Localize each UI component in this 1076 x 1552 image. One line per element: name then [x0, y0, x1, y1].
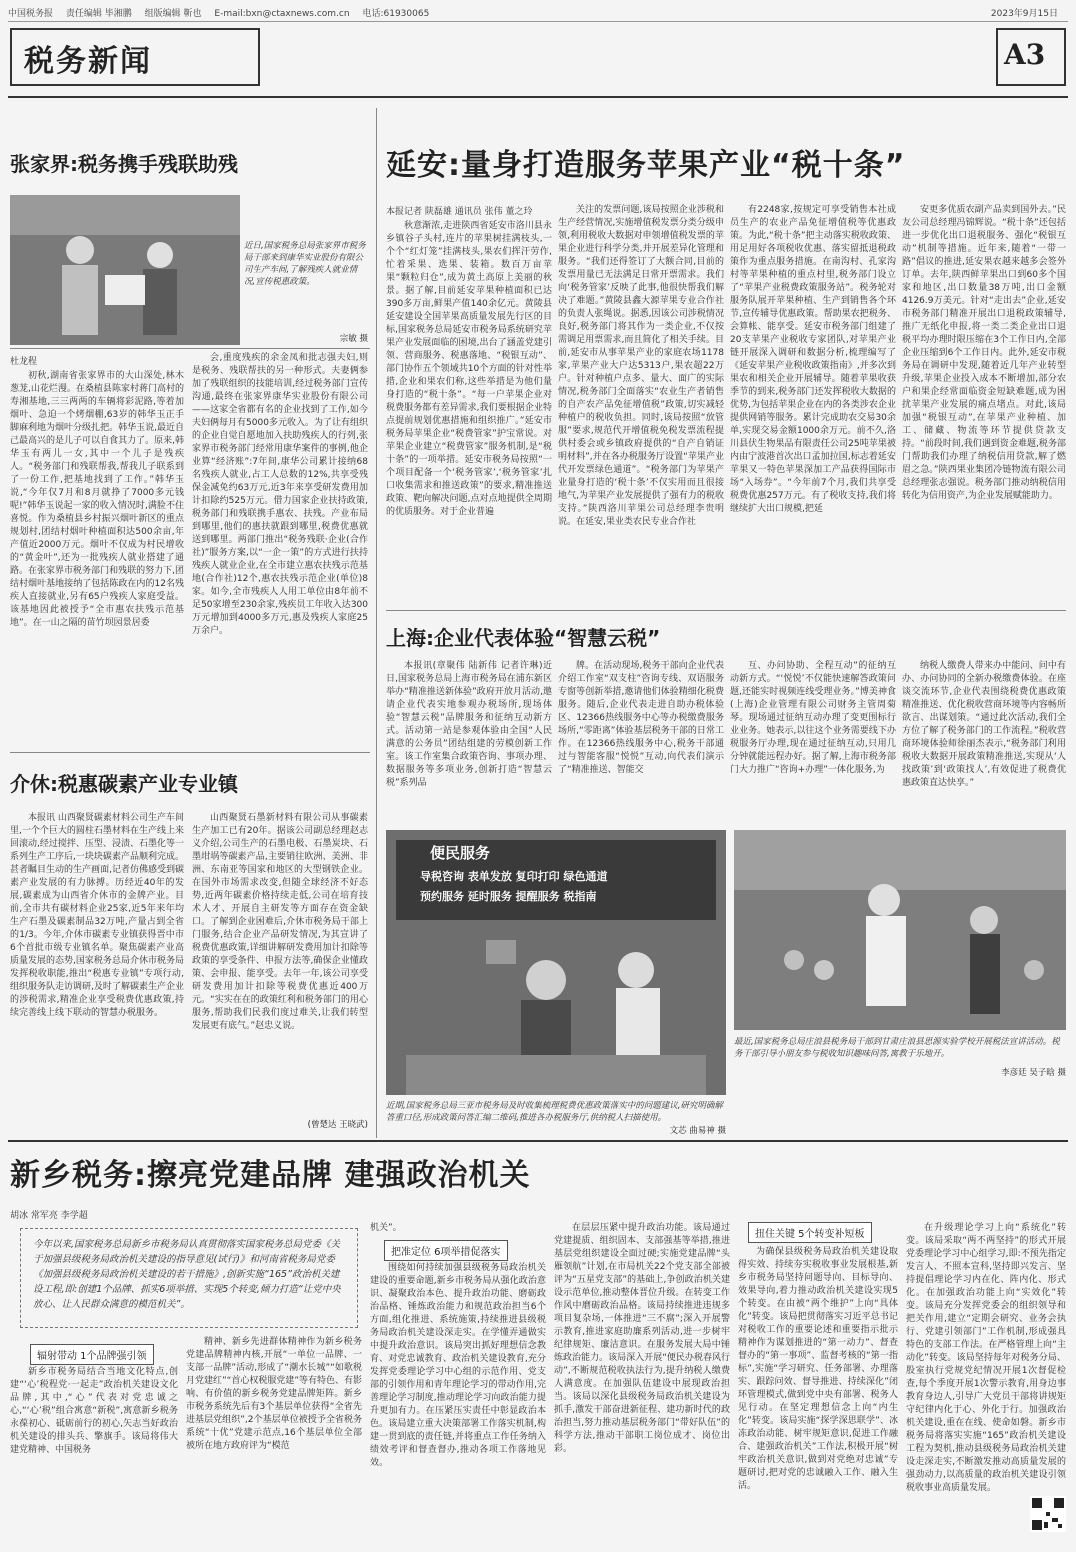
yanan-body-text: 关注的发票问题,该局按照企业涉税和生产经营情况,实施增值税发票分类分级申领,利用税收大数据对申领增值税发票的苹果企业进行科学分类,并开展差异化管理和服务。“我们还得签订了大额合同,目前的发票用量已无法满足日常开票需求。我们向‘税务管家’反映了此事,他很快帮我们解决了难题。”黄陵县鑫大源苹果专业合作社的负责人张绳说。据悉,因该公司涉税情况良好,税务部门将其作为一类企业,不仅按需调足用票需求,而且简化了相关手续。目前,延安市从事苹果产业的家庭农场1178家,苹果产业大户达5313户,果农超22万户。针对种植户点多、量大、面广的实际情况,税务部门全面落实“农业生产者销售的自产农产品免征增值税”政策,切实减轻种植户的税收负担。同时,该局按照“放管服”要求,规范代开增值税免税发票流程提供村委会或乡镇政府提供的“自产自销证明材料”,并在各办税服务厅设置“苹果产业代开发票绿色通道”。“税务部门为苹果产业量身打造的‘税十条’不仅实用而且很接地气,为苹果产业发展提供了强有力的税收支持。”陕西洛川苹果公司总经理李贵明说。在延安,果业类农民专业合作社 — [558, 205, 724, 527]
shanghai-body-col2 — [558, 660, 724, 820]
xinxiang-subhead-3: 扭住关键 5个转变补短板 — [748, 1222, 872, 1243]
phone-number: 电话:61930065 — [362, 9, 430, 19]
sign-title: 便民服务 — [430, 844, 491, 862]
yanan-headline: 延安:量身打造服务苹果产业“税十条” — [386, 148, 906, 183]
yanan-body-col1 — [386, 220, 552, 604]
jiexiu-headline: 介休:税惠碳素产业专业镇 — [10, 772, 238, 796]
page-number: A3 — [1004, 38, 1046, 71]
zhang-photo-caption: 近日,国家税务总局张家界市税务局干部来到康华实业股份有限公司生产车间,了解残疾人就业情况,宣传税惠政策。 — [244, 241, 366, 287]
service-hall-caption: 近期,国家税务总局三亚市税务局及时收集梳理税费优惠政策落实中的问题建议,研究明确解答重口径,形成政策问答汇编二维码,推进各办税服务厅,供纳税人扫描使用。 — [386, 1101, 723, 1123]
jiexiu-body-text: 山西聚贤石墨新材料有限公司从事碳素生产加工已有20年。据该公司副总经理赵志义介绍,公司生产的石墨电极、石墨炭块、石墨坩埚等碳素产品,主要销往欧洲、美洲、非洲、东南亚等国家和地区的大型钢铁企业。在国外市场需求改变,但随全球经济不好态势,近两年碳素价格持续走低,公司在培育技术人才、开展自主研发等方面存在资金缺口。了解到企业困难后,介休市税务局干部上门服务,结合企业产品研发情况,为其宣讲了税费优惠政策,详细讲解研发费用加计扣除等政策的享受条件、申报方法等,确保企业懂政策、会申报、能享受。去年一年,该公司享受研发费用加计扣除等税费优惠近400万元。“实实在在的政策红利和税务部门的用心服务,帮助我们民我们度过难关,让我们转型发展更有底气。”赵忠义说。 — [192, 813, 368, 1031]
shanghai-body-text: 本报讯(章聚伟 陆新伟 记者许琳)近日,国家税务总局上海市税务局在浦东新区举办“精准推送新体验”政府开放月活动,邀请企业代表实地参观办税场所,现场体验“智慧云税”品牌服务和征纳互动新方式。活动第一站是参观体验由全国“人民满意的公务员”团结组建的劳模创新工作室。该工作室集合政策咨询、事项办理、数据服务等多项业务,创新打造“智慧云税”系列品 — [386, 661, 552, 788]
sign-line-2: 预约服务 延时服务 提醒服务 税指南 — [420, 890, 597, 903]
classroom-photo — [734, 830, 1066, 1030]
jiexiu-body-col1 — [10, 812, 184, 1132]
sign-line-1: 导税咨询 表单发放 复印打印 绿色通道 — [420, 870, 608, 883]
paper-name: 中国税务报 — [8, 9, 54, 19]
shanghai-body-col3 — [730, 660, 896, 820]
section-title: 税务新闻 — [24, 44, 152, 79]
jiexiu-credit: (曾楚达 王晓武) — [307, 1120, 368, 1130]
qr-code-icon — [1030, 1496, 1066, 1532]
xinxiang-body-col2 — [186, 1336, 362, 1516]
xinxiang-body-text: 在升级理论学习上向“系统化”转变。该局采取“两不两坚持”的形式开展党委理论学习中心组学习,即:不预先指定发言人、不照本宣科,坚持即兴发言、坚持提倡理论学习内在化、阵内化、形式化。在加强政治功能上向“实效化”转变。该局充分发挥党委会的组织领导和把关作用,建立“定期会研究、业务会执行、党建引领部门”工作机制,形成强具特色的支部工作法。在严格管理上向“主动化”转变。该局坚持每年对税务分局、股室执行党规党纪情况开展1次督促检查,每个季度开展1次警示教育,用身边事教育身边人,引导广大党员干部将讲规矩守纪律内化于心、外化于行。加强政治机关建设,重在在线、使命如磐。新乡市税务局将落实实施“165”政治机关建设工程为契机,推动县级税务局政治机关建设走深走实,不断激发推动高质量发展的强劲动力,以高质量的政治机关建设引领税收事业高质量发展。 — [906, 1223, 1066, 1493]
zhang-headline: 张家界:税务携手残联助残 — [10, 152, 238, 176]
xinxiang-body-text: 机关”。 — [370, 1223, 402, 1233]
zhang-photo — [10, 195, 240, 345]
zhang-byline: 杜龙程 — [10, 357, 38, 367]
zhang-body-text: 会,重度残疾的余金凤和批志强夫妇,则是税务、残联帮扶的另一种形式。夫妻俩参加了残联组织的技能培训,经过税务部门宣传沟通,最终在张家界康华实业股份有限公司——这家全省都有名的企业找到了工作,如今夫妇俩每月有5000多元收入。为了让有组织的企业自觉自愿地加入扶助残疾人的行列,张家界市税务部门经常用康华案件的事例,他企业算“经济账”:7年间,康华公司累计接纳68名残疾人就业,占工人总数的12%,共享受残保金减免约63万元,近3年来享受研发费用加计扣除约525万元。借力国家企业扶持政策,税务部门和残联携手惠农、扶残。产业布局到哪里,他们的惠扶就跟到哪里,税费优惠就送到哪里。两部门推出“税务残联·企业(合作社)”服务方案,以“一企一策”的方式进行扶持残疾人就业企业,在全市建立惠农扶残示范基地(合作社)12个,惠农扶残示范企业(单位)8家。如今,全市残疾人人用工单位由8年前不足50家增至230余家,残疾员工年收入达300万元增加到4000多万元,惠及残疾人家庭25万余户。 — [192, 353, 368, 636]
xinxiang-byline: 胡冰 常军亮 李学超 — [10, 1211, 88, 1221]
qr-code-graphic — [1030, 1496, 1066, 1532]
zhang-photo-graphic — [10, 195, 240, 345]
yanan-body-col3 — [730, 204, 896, 604]
xinxiang-body-text: 在层层压紧中提升政治功能。该局通过党建提质、组织固本、支部强基等举措,推进基层党组织建设全面过硬;实施党建品牌“头雁领航”计划,在市局机关22个党支部全部被评为“五星党支部”的基础上,争创政治机关建设示范单位,推动整体晋位升级。在转变工作作风中磨砺政治品格。该局持续推进违规多项目复杂场,一体推进“三不腐”;深入开展警示教育,推进家庭助廉系列活动,进一步树牢纪律规矩、廉洁意识。在服务发展大局中锤炼政治能力。该局深入开展“便民办税春风行动”,不断规范税收执法行为,提升纳税人缴费人满意度。在加强队伍建设中展现政治担当。该局以深化县级税务局政治机关建设为抓手,激发干部奋进新征程、建功新时代的政治担当,努力推动基层税务部门“带好队伍”的科学方法,推动干部职工岗位成才、岗位出彩。 — [554, 1223, 730, 1454]
xinxiang-subhead-2: 把准定位 6项举措促落实 — [384, 1240, 508, 1261]
yanan-byline: 本报记者 陕磊雄 通讯员 张伟 董之玲 — [386, 207, 533, 217]
xinxiang-body-text: 围绕如何持续加强县级税务局政治机关建设的重要命题,新乡市税务局从强化政治意识、凝聚政治本色、提升政治功能、磨砺政治品格、锤炼政治能力和规范政治担当6个方面,组化推进、系统施策,持续推进县级税务局政治机关建设深走实。在学懂弄通做实中提升政治意识。该局突出抓好理想信念教育、对党忠诚教育、政治机关建设教育,充分发挥党委理论学习中心组的示范作用、党支部的引领作用和青年理论学习的带动作用,完善理论学习制度,推动理论学习向政治能力提升更加有力。在压紧压实责任中彰显政治本色。该局建立重大决策部署工作落实机制,构建一贯到底的责任链,并将重点工作任务纳入绩效考评和督查督办,推动各项工作落地见效。 — [370, 1263, 546, 1468]
xinxiang-body-col4 — [554, 1222, 730, 1516]
yanan-body-col4 — [902, 204, 1066, 604]
xinxiang-body-col6 — [906, 1222, 1066, 1493]
zhang-body-text: 初秋,湖南省张家界市的大山深处,林木葱茏,山花烂漫。在桑植县陈家村蒋门高村的寿湘基地,三三两两的车辆将彩泥路,等着加烟叶、急迫一个烤烟棚,63岁的韩华玉正手脚麻利地为烟叶分级扎把。韩华玉说,最近自己最高兴的是儿子可以自食其力了。原来,韩华玉有两儿一女,其中一个儿子是残疾人。“税务部门和残联帮我,帮我儿子联系到了一份工作,把基地找到了工作。”韩华玉说,“今年仅7月和8月就挣了7000多元钱呢!”韩华玉说起一家的收入情况时,满脸不住喜悦。作为桑植县乡村振兴烟叶新区的重点规划村,团结村烟叶种植面积达500余亩,年产值近2000万元。烟叶不仅成为村民增收的“黄金叶”,还为一批残疾人就业搭建了通路。在张家界市税务部门和残联的努力下,团结村烟叶基地接纳了包括陈政在内的12名残疾人直接就业,另有65户残疾人家庭受益。该基地因此被授予“全市惠农扶残示范基地”。在一山之隔的苗竹坝园景居委 — [10, 371, 184, 628]
divider — [386, 610, 1066, 611]
xinxiang-body-col1 — [10, 1366, 178, 1516]
xinxiang-subhead-1: 辐射带动 1个品牌强引领 — [30, 1344, 154, 1365]
jiexiu-body-col2 — [192, 812, 368, 1118]
xinxiang-lead: 今年以来,国家税务总局新乡市税务局认真贯彻落实国家税务总局党委《关于加强县级税务局政治机关建设的指导意见(试行)》和河南省税务局党委《加强县级税务局政治机关建设的若干措施》,创新实施“165”政治机关建设工程,即:创建1个品牌、抓实6项举措、实现5个转变,倾力打造“让党中央放心、让人民群众满意的模范机关”。 — [20, 1228, 358, 1328]
xinxiang-body-col3 — [370, 1262, 546, 1516]
shanghai-body-text: 互、办问协助、全程互动”的征纳互动新方式。“‘悦悦’不仅能快速解答政策问题,还能实时视频连线受理业务。”博美神食(上海)企业管理有限公司财务主管周菊琴。现场通过征纳互动办理了变更围标行业业务。她表示,以往这个业务需要线下办税服务厅办理,现在通过征纳互动,只用几分钟就能远程办好。据了解,上海市税务部门大力推广“咨询+办理”一体化服务,为 — [730, 661, 896, 775]
shanghai-headline: 上海:企业代表体验“智慧云税” — [386, 626, 661, 650]
yanan-body-text: 安更多优质农副产品卖到国外去。”民友公司总经理冯锦辉说。“税十条”还包括进一步优化出口退税服务、强化“税银互动”机制等措施。近年来,随着“一带一路”倡议的推进,延安果农越来越多会签外订单。去年,陕西鲜苹果出口到60多个国家和地区,出口数量38万吨,出口金额4126.9万美元。针对“走出去”企业,延安市税务部门精准开展出口退税政策辅导,推广无纸化申报,将一类二类企业出口退税平均办理时限压缩在3个工作日内,全部企业压缩到6个工作日内。此外,延安市税务局在调研中发现,随着近几年产业转型升级,苹果企业投入成本不断增加,部分农户和果企经常面临资金短缺难题,成为困扰苹果产业发展的痛点堵点。对此,该局加强“税银互动”,在苹果产业种植、加工、储藏、物流等环节提供贷款支持。“前段时间,我们遇到资金难题,税务部门帮助我们办理了纳税信用贷款,解了燃眉之急。”陕西果业集团冷链物流有限公司总经理张志强说。税务部门推动纳税信用转化为信用资产,为企业发展赋能助力。 — [902, 205, 1066, 501]
shanghai-body-text: 牌。在活动现场,税务干部向企业代表介绍工作室“双支柱”咨询专线、双语服务专窗等创新举措,邀请他们体验精细化税费服务。随后,企业代表走进自助办税体验区、12366热线服务中心等办税缴费服务场所,“零距离”体验基层税务干部的日常工作。在12366热线服务中心,税务干部通过与智能客服“悦悦”互动,向代表们演示了“精准推送、智能交 — [558, 661, 724, 775]
xinxiang-body-col5 — [738, 1246, 898, 1516]
yanan-body-col2 — [558, 204, 724, 604]
zhang-body-col2 — [192, 352, 368, 740]
shanghai-body-text: 纳税人缴费人带来办中能问、问中有办、办问协同的全新办税缴费体验。在座谈交流环节,企业代表围绕税费优惠政策精准推送、优化税收营商环境等内容畅所欲言、出谋划策。“通过此次活动,我们全方位了解了税务部门的工作流程。”税收营商环境体验师徐丽杰表示,“税务部门利用税收大数据开展政策精准推送,实现从‘人找政策’到‘政策找人’,有效促进了税费优惠政策直达快享。” — [902, 661, 1066, 788]
yanan-body-text: 有2248家,按规定可享受销售本社成员生产的农业产品免征增值税等优惠政策。为此,“税十条”把主动落实税收政策、用足用好各项税收优惠、落实留抵退税政策作为重点服务措施。在南沟村、孔家沟村等苹果种植的重点村里,税务部门设立了“苹果产业税费政策服务站”。税务轮对服务队展开苹果种植、生产到销售各个环节,宣传辅导优惠政策。帮助果农把税务、会算帐、能享受。延安市税务部门组建了20支苹果产业税收专家团队,对苹果产业链开展深入调研和数据分析,梳理编写了《延安苹果产业税收政策指南》,并多次到果农和相关企业开展辅导。随着苹果收获季节的到来,税务部门还发挥税收大数据的优势,为包括苹果企业在内的各类涉农企业提供网销等服务。累计完成助农交易30余单,实现交易金额1000余万元。前不久,洛川县伏生物果品有限责任公司25吨苹果被内由宁波港首次出口孟加拉国,标志着延安苹果又一特色苹果深加工产品获得国际市场“入场券”。“今年前7个月,我们共享受税费优惠257万元。有了税收支持,我们将继续扩大出口规模,把延 — [730, 205, 896, 514]
designer-credit: 组版编辑 靳也 — [144, 9, 202, 19]
classroom-graphic — [734, 830, 1066, 1030]
section-masthead — [10, 28, 260, 86]
zhang-body-col1 — [10, 370, 184, 740]
issue-date: 2023年9月15日 — [990, 9, 1058, 19]
service-hall-credit: 文芯 曲易神 摄 — [669, 1126, 726, 1136]
classroom-credit: 李彦廷 吴子晗 摄 — [1001, 1068, 1066, 1078]
xinxiang-body-text: 新乡市税务局结合当地文化特点,创建“‘心’税程党·一起走”政治机关建设文化品牌,其中,“心”代表对党忠诚之心,“‘心’税”组合寓意“新税”,寓意新乡税务永葆初心、砥砺前行的初心,矢志当好政治机关建设的排头兵、擎旗手。该局将伟大建党精神、中国税务 — [10, 1367, 178, 1455]
top-info-bar — [8, 6, 1068, 22]
zhang-photo-credit: 宗敏 摄 — [339, 334, 368, 344]
xinxiang-body-text: 精神、新乡先进群体精神作为新乡税务党建品牌精神内核,开展“一单位一品牌、一支部一品牌”活动,形成了“潮水长城”“如歌税月党建红”“首心权税服党建”等有特色、有影响、有价值的新乡税务党建品牌矩阵。新乡市税务系统先后有3个基层单位获得“全省先进基层党组织”,2个基层单位被授予全省税务系统“十优”党建示范点,16个基层单位全部被所在地方政府评为“模范 — [186, 1337, 362, 1451]
xinxiang-body-text: 为确保县级税务局政治机关建设取得实效、持续夯实税收事业发展根基,新乡市税务局坚持问题导向、目标导向、效果导向,着力推动政治机关建设实现5个转变。在由被“两个维护”上向“具体化”转变。该局把贯彻落实习近平总书记对税收工作的重要论述和重要指示批示精神作为谋划推进的“第一动力”、督查督办的“第一事项”、监督考核的“第一指标”,实施“学习研究、任务部署、办理落实、跟踪问效、督导推进、持续深化”闭环管理模式,做到党中央有部署、税务人见行动。在坚定理想信念上向“内生化”转变。该局实施“探学深思联学”、冰冻政治动能、树牢规矩意识,促进工作融合、建强政治机关”工作法,积极开展“树牢政治机关意识,做到对党绝对忠诚”专题研讨,把对党的忠诚融入工作、融入生活。 — [738, 1247, 898, 1491]
jiexiu-body-text: 本报讯 山西聚贤碳素材料公司生产车间里,一个个巨大的圆柱石墨材料在生产线上来回滚动,经过搅拌、压型、浸渍、石墨化等一系列生产工序后,一块块碳素产品顺利完成。甚者瞩目生动的生产画面,记者仿佛感受到碳素产业发展的有力脉搏。历经近40年的发展,碳素成为山西省介休市的金牌产业。目前,全市共有碳材料企业25家,近5年来年均生产石墨及碳素制品32万吨,产量占到全省的1/3。今年,介休市碳素专业镇获得晋中市6个首批市级专业镇名单。聚焦碳素产业高质量发展的态势,国家税务总局介休市税务局发挥税收职能,推出“税惠专业镇”专项行动,组织服务队走访调研,及时了解碳素生产企业的涉税需求,精准企业享受税费优惠政策,持续完善线上线下联动的智慧办税服务。 — [10, 813, 184, 1018]
column-divider — [376, 108, 377, 1138]
shanghai-body-col4 — [902, 660, 1066, 820]
shanghai-body-col1 — [386, 660, 552, 820]
divider — [10, 752, 370, 753]
editor-credit: 责任编辑 毕湘鹏 — [65, 9, 132, 19]
yanan-body-text: 秋意渐浓,走进陕西省延安市洛川县永乡镇谷子头村,连片的苹果树挂满枝头,一个个“红灯笼”挂满枝头,果农们挥汗劳作,忙着采果、选果、装箱。数百万亩苹果“颗粒归仓”,成为黄土高原上美丽的秋景。据了解,目前延安苹果种植面积已达390多万亩,鲜果产值140余亿元。黄陵县延安建设全国苹果高质量发展先行区的目标,国家税务总局延安市税务局系统研究苹果产业发展面临的困境,出台了涵盖党建引领、营商服务、税惠落地、“税银互动”、部门协作五个领域共10个方面的针对性举措,企业和果农们称,这些举措是为他们量身打造的“税十条”。“每一户苹果企业对税费服务都有差异需求,我们要根据企业特点提前规划优惠措施和组织推广。”延安市税务局苹果企业“税费管家”护宝常说。对苹果企业建立“税费管家”服务机制,是“税十条”的一项举措。延安市税务局按照“一个项目配备一个‘税务管家’,‘税务管家’扎口收集需求和推送政策”的要求,精准推送政策、靶向解决问题,点对点地提供全周期的优质服务。对于企业普遍 — [386, 221, 552, 517]
divider — [10, 348, 370, 349]
page-number-box — [996, 28, 1066, 86]
xinxiang-headline: 新乡税务:擦亮党建品牌 建强政治机关 — [10, 1158, 531, 1193]
xinxiang-body-col3a — [370, 1222, 546, 1236]
section-rule — [8, 1140, 1068, 1142]
classroom-caption: 最近,国家税务总局庄浪县税务局干部到甘肃庄浪县思源实验学校开展税法宣讲活动。税务干部引导小朋友参与税收知识趣味问答,寓教于乐地开。 — [734, 1037, 1060, 1059]
email-address: E-mail:bxn@ctaxnews.com.cn — [214, 9, 350, 19]
masthead-rule — [8, 96, 1068, 98]
